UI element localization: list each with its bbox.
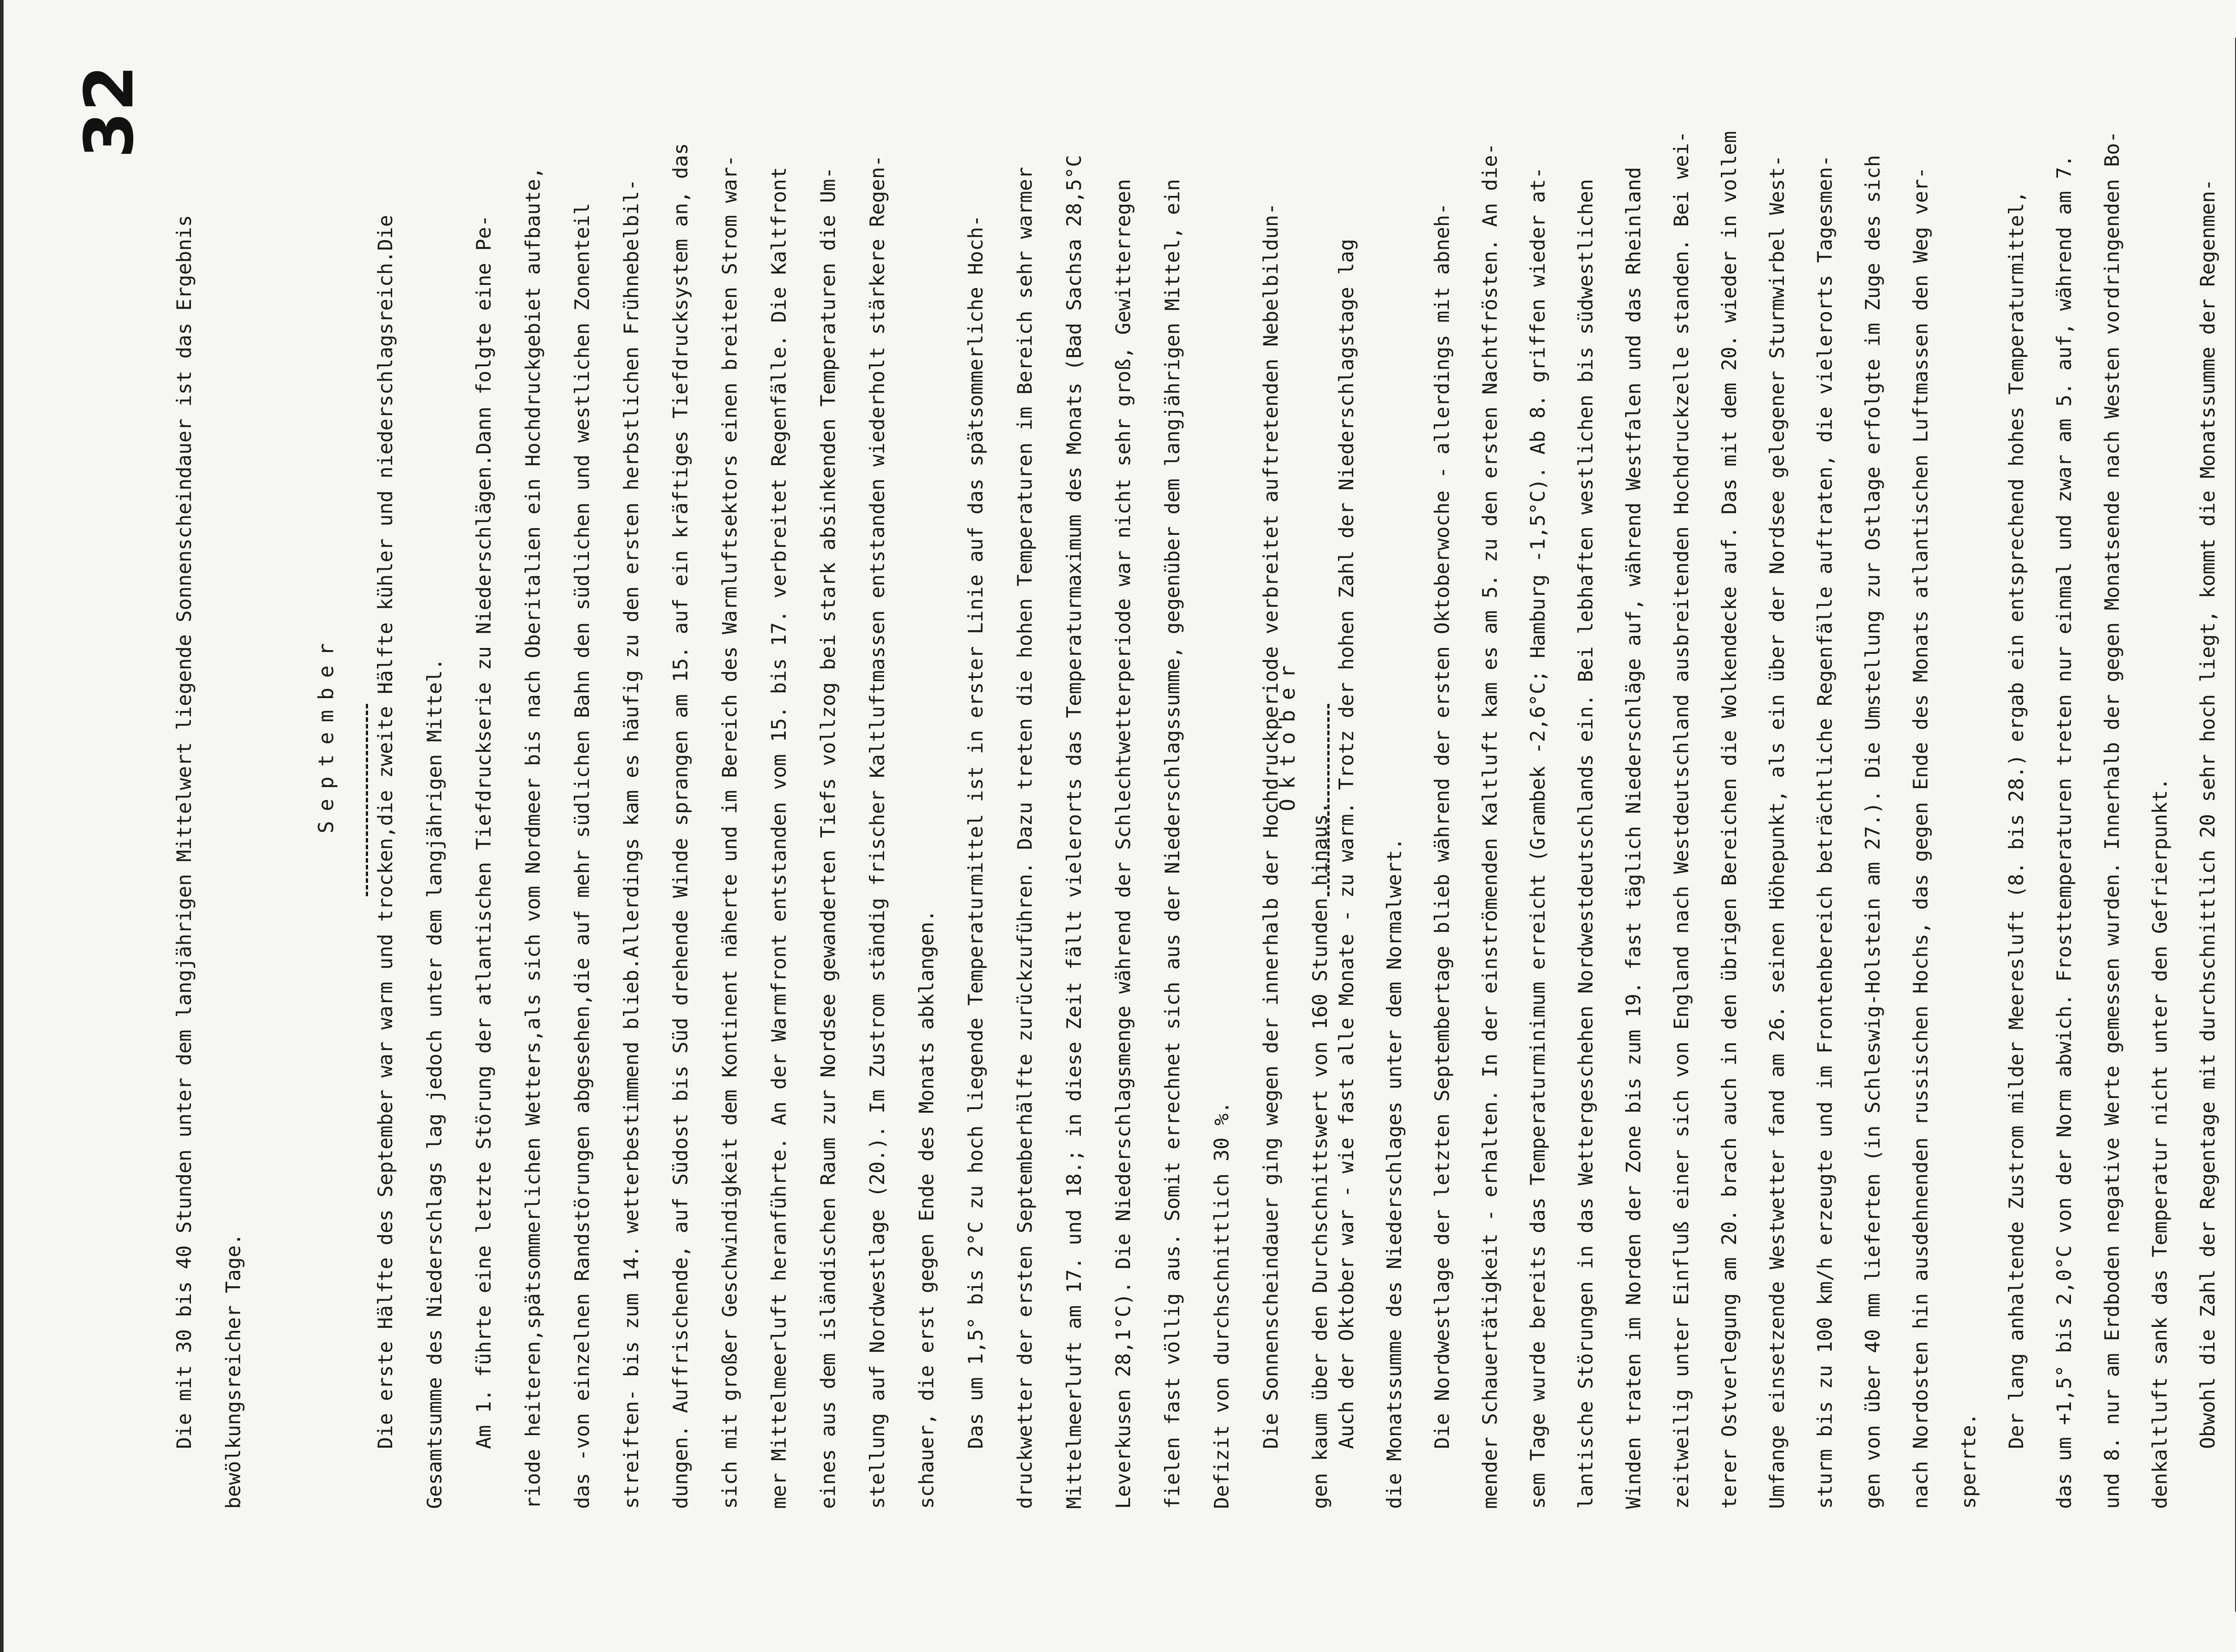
rotated-sheet bbox=[4, 0, 2236, 1652]
oktober-text: Auch der Oktober war - wie fast alle Monate - zu warm. Trotz der hohen Zahl der Niederschlagstage lag die Monatssumme des Niederschlages unter dem Normalwert. Die Nordwestlage der letzten Septembertage blieb während der ersten Oktoberwoche - allerdings mit abneh- mender Schauertätigkeit - erhalten. In der einströmenden Kaltluft kam es am 5. zu den ersten Nachtfrösten. An die- sem Tage wurde bereits das Temperaturminimum erreicht (Grambek -2,6°C; Hamburg -1,5°C). Ab 8. griffen wieder at- lantische Störungen in das Wettergeschehen Nordwestdeutschlands ein. Bei lebhaften westlichen bis südwestlichen Winden traten im Norden der Zone bis zum 19. fast täglich Niederschläge auf, während Westfalen und das Rheinland zeitweilig unter Einfluß einer sich von England nach Westdeutschland ausbreitenden Hochdruckzelle standen. Bei wei- terer Ostverlegung am 20. brach auch in den übrigen Bereichen die Wolkendecke auf. Das mit dem 20. wieder in vollem Umfange einsetzende Westwetter fand am 26. seinen Höhepunkt, als ein über der Nordsee gelegener Sturmwirbel West- sturm bis zu 100 km/h erzeugte und im Frontenbereich beträchtliche Regenfälle auftraten, die vielerorts Tagesmen- gen von über 40 mm lieferten (in Schleswig-Holstein am 27.). Die Umstellung zur Ostlage erfolgte im Zuge des sich nach Nordosten hin ausdehnenden russischen Hochs, das gegen Ende des Monats atlantischen Luftmassen den Weg ver- sperrte. Der lang anhaltende Zustrom milder Meeresluft (8. bis 28.) ergab ein entsprechend hohes Temperaturmittel, das um +1,5° bis 2,0°C von der Norm abwich. Frosttemperaturen treten nur einmal und zwar am 5. auf, während am 7. und 8. nur am Erdboden negative Werte gemessen wurden. Innerhalb der gegen Monatsende nach Westen vordringenden Bo- denkaltluft sank das Temperatur nicht unter den Gefrierpunkt. Obwohl die Zahl der Regentage mit durchschnittlich 20 sehr hoch liegt, kommt die Monatssumme der Regenmen- bbox=[1335, 131, 2219, 1509]
page-number: 32 bbox=[71, 65, 148, 158]
heading-text: Oktober bbox=[1275, 655, 1300, 811]
heading-text: September bbox=[314, 633, 338, 834]
september-text: Die erste Hälfte des September war warm und trocken,die zweite Hälfte kühler und niederschlagsreich.Die Gesamtsumme des Niederschlags lag jedoch unter dem langjährigen Mittel. Am 1. führte eine letzte Störung der atlantischen Tiefdruckserie zu Niederschlägen.Dann folgte eine Pe- riode heiteren,spätsommerlichen Wetters,als sich vom Nordmeer bis nach Oberitalien ein Hochdruckgebiet aufbaute, das -von einzelnen Randstörungen abgesehen,die auf mehr südlichen Bahn den südlichen und westlichen Zonenteil streiften- bis zum 14. wetterbestimmend blieb.Allerdings kam es häufig zu den ersten herbstlichen Frühnebelbil- dungen. Auffrischende, auf Südost bis Süd drehende Winde sprangen am 15. auf ein kräftiges Tiefdrucksystem an, das sich mit großer Geschwindigkeit dem Kontinent näherte und im Bereich des Warmluftsektors einen breiten Strom war- mer Mittelmeerluft heranführte. An der Warmfront entstanden vom 15. bis 17. verbreitet Regenfälle. Die Kaltfront eines aus dem isländischen Raum zur Nordsee gewanderten Tiefs vollzog bei stark absinkenden Temperaturen die Um- stellung auf Nordwestlage (20.). Im Zustrom ständig frischer Kaltluftmassen entstanden wiederholt stärkere Regen- schauer, die erst gegen Ende des Monats abklangen. Das um 1,5° bis 2°C zu hoch liegende Temperaturmittel ist in erster Linie auf das spätsommerliche Hoch- druckwetter der ersten Septemberhälfte zurückzuführen. Dazu treten die hohen Temperaturen im Bereich sehr warmer Mittelmeerluft am 17. und 18.; in diese Zeit fällt vielerorts das Temperaturmaximum des Monats (Bad Sachsa 28,5°C Leverkusen 28,1°C). Die Niederschlagsmenge während der Schlechtwetterperiode war nicht sehr groß, Gewitterregen fielen fast völlig aus. Somit errechnet sich aus der Niederschlagssumme, gegenüber dem langjährigen Mittel, ein Defizit von durchschnittlich 30 %. Die Sonnenscheindauer ging wegen der innerhalb der Hochdruckperiode verbreitet auftretenden Nebelbildun- gen kaum über den Durchschnittswert von 160 Stunden hinaus. bbox=[374, 143, 1332, 1509]
intro-paragraph: Die mit 30 bis 40 Stunden unter dem langjährigen Mittelwert liegende Sonnenscheindauer ist das Ergebnis bewölkungsreicher Tage. bbox=[173, 215, 245, 1509]
